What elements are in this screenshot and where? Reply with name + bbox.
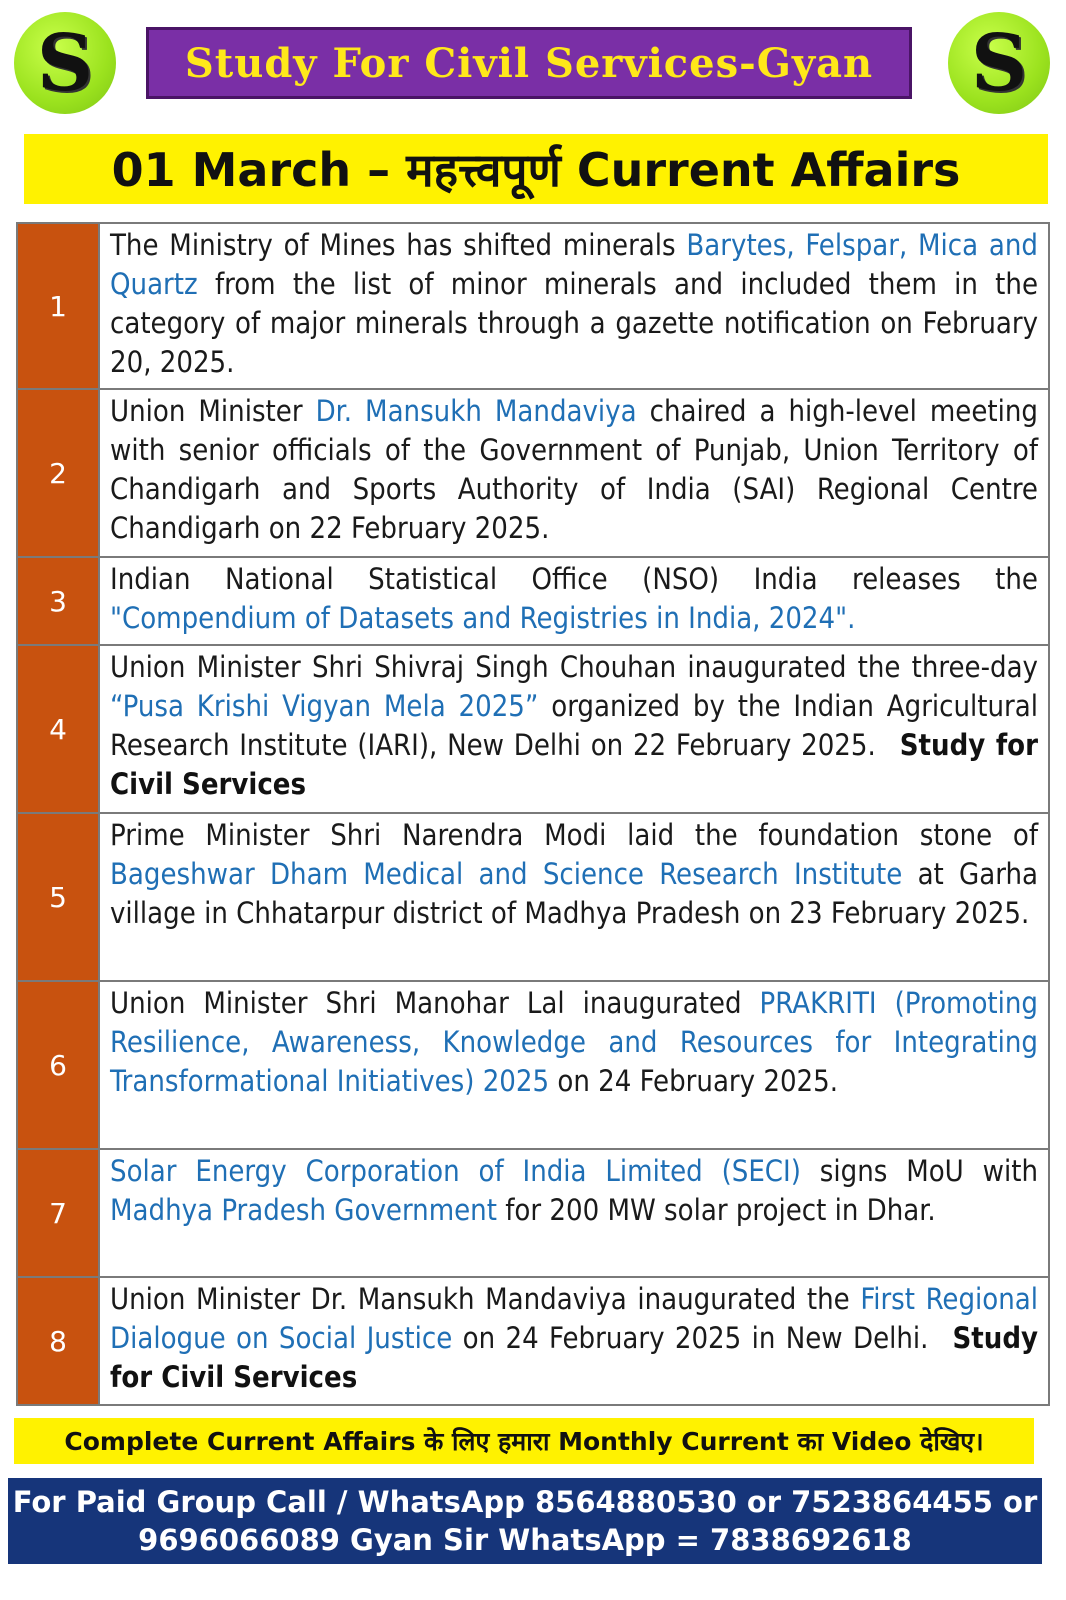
table-row (17, 1149, 1049, 1277)
table-row (17, 981, 1049, 1149)
highlighted-text: Madhya Pradesh Government (110, 1193, 497, 1227)
item-number: 4 (17, 645, 99, 813)
item-text-segment: Union Minister Shri Manohar Lal inaugurated (110, 986, 760, 1020)
table-row (17, 1277, 1049, 1405)
contact-banner (8, 1478, 1042, 1564)
item-text (99, 389, 1049, 557)
brand-title: Study For Civil Services-Gyan (146, 27, 912, 99)
item-number: 7 (17, 1149, 99, 1277)
logo-letter: S (36, 17, 94, 109)
logo-right (948, 12, 1050, 114)
item-text (99, 1277, 1049, 1405)
item-text-segment: from the list of minor minerals and included them in the category of major minerals through a gazette notification on February 20, 2025. (110, 267, 1038, 379)
item-text-segment: Indian National Statistical Office (NSO) India releases the (110, 562, 1038, 596)
table-row (17, 645, 1049, 813)
item-text-segment: on 24 February 2025 in New Delhi. (452, 1321, 929, 1355)
item-text-segment: signs MoU with (800, 1154, 1038, 1188)
table-row (17, 223, 1049, 389)
item-text-segment: Union Minister Dr. Mansukh Mandaviya inaugurated the (110, 1282, 861, 1316)
table-row (17, 813, 1049, 981)
item-text-segment: on 24 February 2025. (549, 1064, 839, 1098)
table-row (17, 389, 1049, 557)
item-number: 5 (17, 813, 99, 981)
item-text (99, 813, 1049, 981)
item-text-segment: The Ministry of Mines has shifted minerals (110, 228, 687, 262)
table-row (17, 557, 1049, 645)
item-number: 2 (17, 389, 99, 557)
item-text (99, 223, 1049, 389)
logo-left (14, 12, 116, 114)
item-number: 6 (17, 981, 99, 1149)
page-title: 01 March – महत्त्वपूर्ण Current Affairs (24, 134, 1048, 204)
monthly-video-note: Complete Current Affairs के लिए हमारा Monthly Current का Video देखिए। (14, 1418, 1034, 1464)
highlighted-text: "Compendium of Datasets and Registries in India, 2024". (110, 601, 856, 635)
highlighted-text: Solar Energy Corporation of India Limited (SECI) (110, 1154, 801, 1188)
highlighted-text: Dr. Mansukh Mandaviya (315, 394, 637, 428)
logo-letter: S (970, 17, 1028, 109)
highlighted-text: Bageshwar Dham Medical and Science Research Institute (110, 857, 903, 891)
item-text-segment: for 200 MW solar project in Dhar. (496, 1193, 936, 1227)
current-affairs-table (16, 222, 1050, 1406)
watermark-text: Study for Civil Services (110, 728, 1038, 801)
item-text (99, 645, 1049, 813)
watermark-text: Study for Civil Services (110, 1321, 1038, 1394)
item-number: 8 (17, 1277, 99, 1405)
highlighted-text: Barytes, Felspar, Mica and Quartz (110, 228, 1038, 301)
item-number: 3 (17, 557, 99, 645)
contact-line-1: For Paid Group Call / WhatsApp 8564880530 or 7523864455 or (12, 1485, 1038, 1519)
item-text-segment: organized by the Indian Agricultural Research Institute (IARI), New Delhi on 22 February 2025. (110, 689, 1039, 762)
highlighted-text: “Pusa Krishi Vigyan Mela 2025” (110, 689, 539, 723)
item-text-segment: chaired a high-level meeting with senior officials of the Government of Punjab, Union Territory of Chandigarh and Sports Authority of India (SAI) Regional Centre Chandigarh on 22 February 2025. (110, 394, 1038, 545)
item-text (99, 1149, 1049, 1277)
item-text-segment: Union Minister Shri Shivraj Singh Chouhan inaugurated the three-day (110, 650, 1038, 684)
item-text-segment: Prime Minister Shri Narendra Modi laid the foundation stone of (110, 818, 1038, 852)
item-text (99, 557, 1049, 645)
highlighted-text: PRAKRITI (Promoting Resilience, Awareness, Knowledge and Resources for Integrating Transformational Initiatives) 2025 (110, 986, 1038, 1098)
item-number: 1 (17, 223, 99, 389)
item-text-segment: at Garha village in Chhatarpur district of Madhya Pradesh on 23 February 2025. (110, 857, 1038, 930)
item-text (99, 981, 1049, 1149)
item-text-segment: Union Minister (110, 394, 316, 428)
highlighted-text: First Regional Dialogue on Social Justice (110, 1282, 1039, 1355)
contact-line-2: 9696066089 Gyan Sir WhatsApp = 7838692618 (138, 1523, 912, 1557)
